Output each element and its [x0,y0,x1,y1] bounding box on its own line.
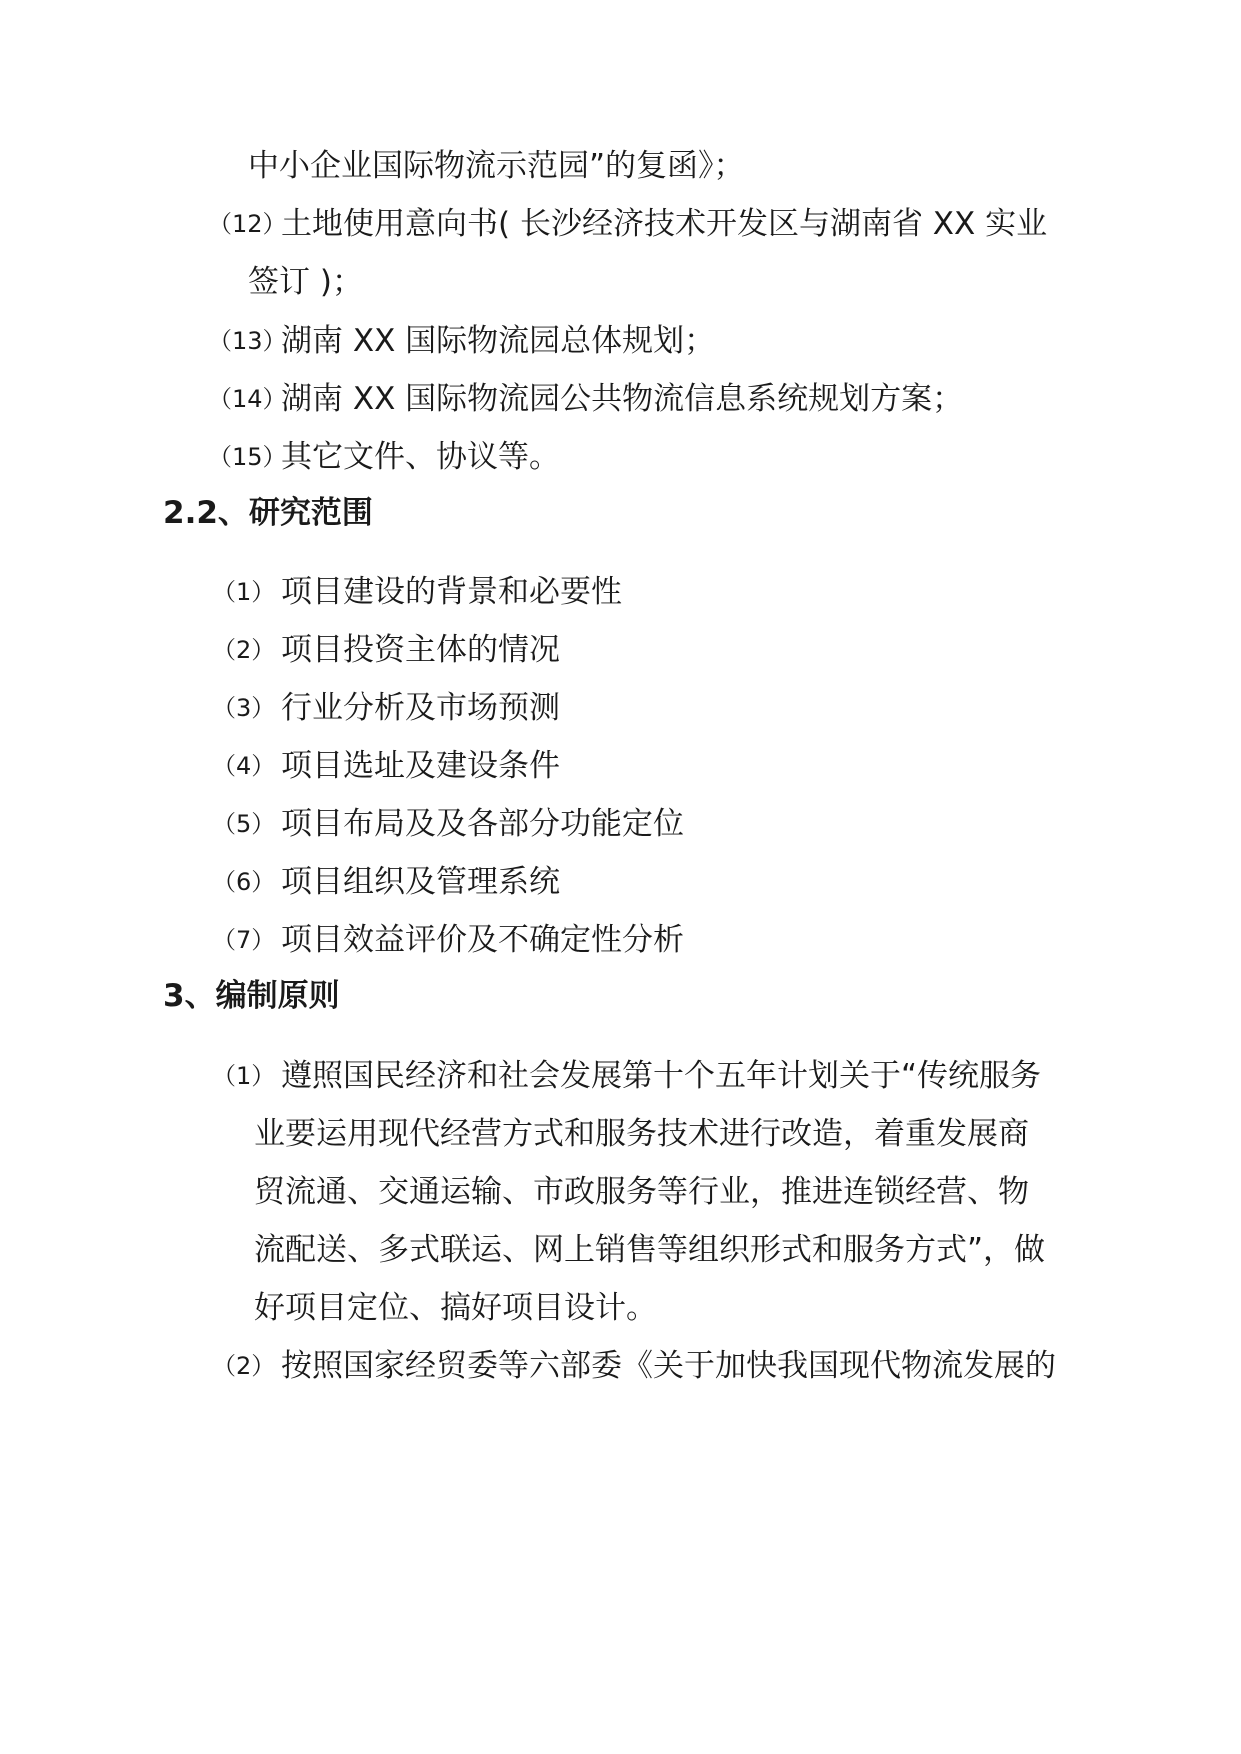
scope-item-4-text: 项目选址及建设条件 [281,748,560,784]
principle-item-2-line-1: 按照国家经贸委等六部委《关于加快我国现代物流发展的 [281,1348,1056,1384]
scope-item-7-number: （7） [212,926,276,954]
basis-item-15-text: 其它文件、协议等。 [281,439,560,475]
principle-item-1-line-2: 业要运用现代经营方式和服务技术进行改造，着重发展商 [254,1116,1029,1152]
scope-item-6-number: （6） [212,868,276,896]
principle-item-1-line-3: 贸流通、交通运输、市政服务等行业，推进连锁经营、物 [254,1174,1029,1210]
scope-item-1-text: 项目建设的背景和必要性 [281,574,622,610]
scope-item-2-number: （2） [212,636,276,664]
basis-item-15-number: （15） [208,443,287,471]
basis-item-12-text-cont: 签订 )； [248,264,363,300]
basis-item-14-text: 湖南 XX 国际物流园公共物流信息系统规划方案； [281,381,964,417]
scope-item-2-text: 项目投资主体的情况 [281,632,560,668]
scope-item-7-text: 项目效益评价及不确定性分析 [281,922,684,958]
scope-item-5-number: （5） [212,810,276,838]
scope-item-4-number: （4） [212,752,276,780]
scope-item-5-text: 项目布局及及各部分功能定位 [281,806,684,842]
principle-item-1-line-4: 流配送、多式联运、网上销售等组织形式和服务方式”，做 [254,1232,1046,1268]
section-3-heading: 3、编制原则 [163,978,340,1014]
basis-item-14-number: （14） [208,385,287,413]
principle-item-1-line-5: 好项目定位、搞好项目设计。 [254,1290,657,1326]
scope-item-1-number: （1） [212,578,276,606]
scope-item-3-number: （3） [212,694,276,722]
basis-item-13-text: 湖南 XX 国际物流园总体规划； [281,323,716,359]
basis-item-13-number: （13） [208,327,287,355]
basis-continuation-line: 中小企业国际物流示范园”的复函》； [248,148,745,184]
scope-item-3-text: 行业分析及市场预测 [281,690,560,726]
section-2-2-heading: 2.2、研究范围 [163,495,373,531]
basis-item-12-number: （12） [208,210,287,238]
principle-item-2-number: （2） [212,1352,276,1380]
scope-item-6-text: 项目组织及管理系统 [281,864,560,900]
basis-item-12-text: 土地使用意向书( 长沙经济技术开发区与湖南省 XX 实业 [281,206,1048,242]
principle-item-1-line-1: 遵照国民经济和社会发展第十个五年计划关于“传统服务 [281,1058,1042,1094]
principle-item-1-number: （1） [212,1062,276,1090]
